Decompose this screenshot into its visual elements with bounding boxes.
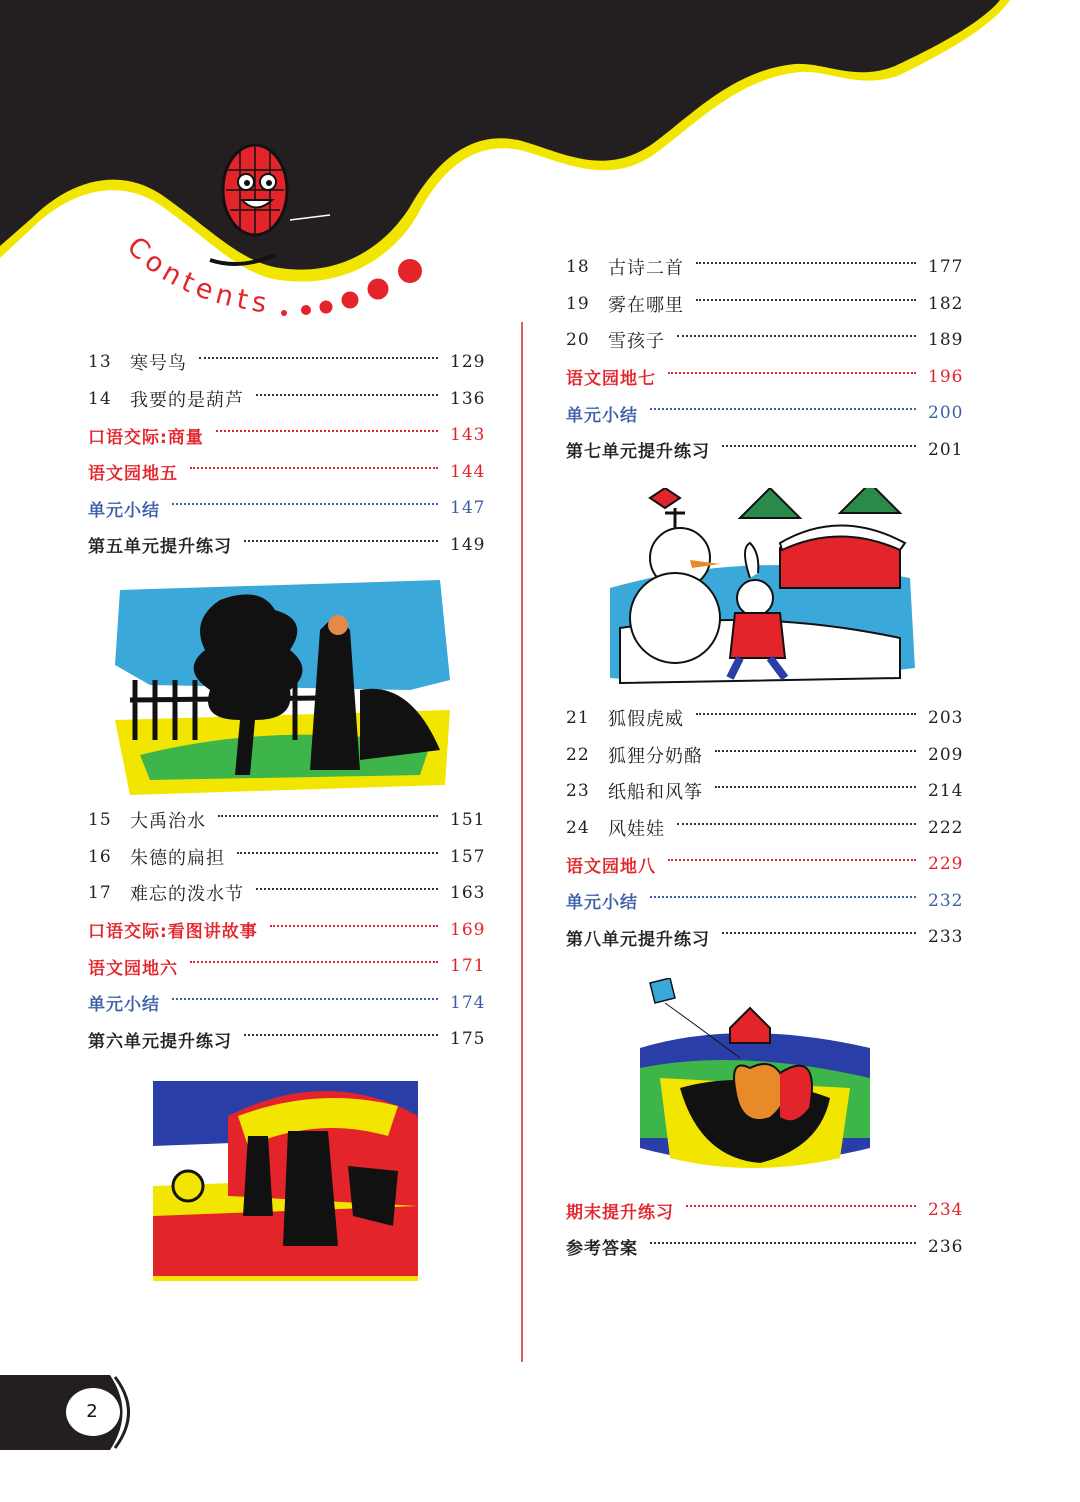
toc-entry[interactable]	[88, 802, 486, 839]
toc-entry-page: 136	[450, 388, 486, 409]
toc-entry-title: 第七单元提升练习	[566, 442, 710, 463]
toc-entry-page: 177	[928, 257, 964, 278]
toc-entry[interactable]	[566, 773, 964, 810]
decorative-dots	[270, 255, 430, 325]
toc-entry-page: 236	[928, 1236, 964, 1257]
toc-group-unit6	[88, 802, 486, 1058]
toc-entry-page: 222	[928, 817, 964, 838]
toc-dot-leader	[256, 394, 438, 396]
toc-dot-leader	[696, 713, 916, 715]
toc-entry-title: 口语交际:看图讲故事	[88, 922, 258, 943]
toc-entry-page: 209	[928, 744, 964, 765]
toc-dot-leader	[696, 262, 916, 264]
toc-entry[interactable]	[566, 286, 964, 323]
toc-entry-page: 174	[450, 992, 486, 1013]
toc-entry[interactable]	[88, 344, 486, 381]
toc-entry[interactable]	[566, 1192, 964, 1229]
toc-dot-leader	[668, 372, 916, 374]
toc-entry-number: 19	[566, 293, 590, 314]
toc-entry-number: 22	[566, 744, 590, 765]
toc-entry-page: 157	[450, 846, 486, 867]
toc-group-unit5	[88, 344, 486, 563]
toc-entry[interactable]	[566, 919, 964, 956]
toc-entry-page: 233	[928, 927, 964, 948]
toc-entry[interactable]	[88, 1021, 486, 1058]
svg-text:Contents	[121, 236, 273, 320]
toc-entry[interactable]	[566, 395, 964, 432]
toc-dot-leader	[244, 540, 438, 542]
toc-entry[interactable]	[566, 846, 964, 883]
toc-entry-title: 寒号鸟	[130, 353, 187, 375]
toc-entry[interactable]	[88, 417, 486, 454]
toc-entry-title: 语文园地六	[88, 958, 178, 979]
toc-dot-leader	[190, 961, 438, 963]
toc-entry-title: 雪孩子	[608, 331, 665, 353]
toc-dot-leader	[722, 445, 916, 447]
toc-entry-page: 232	[928, 890, 964, 911]
toc-dot-leader	[668, 859, 916, 861]
toc-entry-page: 175	[450, 1029, 486, 1050]
toc-entry-title: 语文园地八	[566, 856, 656, 877]
toc-entry-page: 171	[450, 956, 486, 977]
toc-entry-title: 我要的是葫芦	[130, 389, 244, 411]
toc-dot-leader	[237, 852, 438, 854]
toc-entry-title: 语文园地七	[566, 369, 656, 390]
toc-entry-title: 纸船和风筝	[608, 782, 703, 804]
toc-entry-number: 21	[566, 708, 590, 729]
toc-dot-leader	[715, 750, 916, 752]
toc-entry-page: 149	[450, 534, 486, 555]
toc-entry[interactable]	[88, 912, 486, 949]
toc-entry-title: 参考答案	[566, 1239, 638, 1260]
toc-entry-page: 151	[450, 810, 486, 831]
toc-entry-number: 20	[566, 330, 590, 351]
toc-entry-title: 语文园地五	[88, 464, 178, 485]
toc-entry-page: 189	[928, 330, 964, 351]
toc-entry-title: 朱德的扁担	[130, 847, 225, 869]
toc-entry[interactable]	[566, 883, 964, 920]
toc-dot-leader	[722, 932, 916, 934]
toc-dot-leader	[715, 786, 916, 788]
toc-entry[interactable]	[566, 700, 964, 737]
toc-entry[interactable]	[88, 985, 486, 1022]
toc-entry-title: 第五单元提升练习	[88, 537, 232, 558]
toc-entry-title: 单元小结	[566, 405, 638, 426]
toc-entry-page: 163	[450, 883, 486, 904]
toc-entry-title: 风娃娃	[608, 818, 665, 840]
toc-dot-leader	[172, 998, 438, 1000]
toc-dot-leader	[190, 467, 438, 469]
toc-entry[interactable]	[566, 322, 964, 359]
illustration-snowman-rabbit	[600, 488, 920, 688]
toc-entry[interactable]	[88, 490, 486, 527]
toc-dot-leader	[216, 430, 438, 432]
toc-entry-title: 狐狸分奶酪	[608, 745, 703, 767]
toc-entry-title: 大禹治水	[130, 811, 206, 833]
toc-entry-title: 难忘的泼水节	[130, 884, 244, 906]
toc-entry-page: 200	[928, 403, 964, 424]
toc-entry[interactable]	[88, 875, 486, 912]
toc-entry-number: 17	[88, 883, 112, 904]
toc-entry-number: 13	[88, 352, 112, 373]
toc-entry[interactable]	[566, 810, 964, 847]
toc-entry[interactable]	[566, 432, 964, 469]
toc-entry-title: 期末提升练习	[566, 1202, 674, 1223]
column-divider	[521, 322, 523, 1362]
toc-dot-leader	[686, 1205, 916, 1207]
toc-entry[interactable]	[88, 839, 486, 876]
toc-dot-leader	[199, 357, 438, 359]
toc-dot-leader	[244, 1034, 438, 1036]
toc-entry[interactable]	[88, 527, 486, 564]
toc-entry-title: 口语交际:商量	[88, 427, 204, 448]
toc-dot-leader	[677, 823, 916, 825]
toc-entry-title: 雾在哪里	[608, 294, 684, 316]
toc-entry-page: 129	[450, 352, 486, 373]
toc-entry-number: 15	[88, 810, 112, 831]
toc-entry-title: 古诗二首	[608, 258, 684, 280]
toc-dot-leader	[256, 888, 438, 890]
toc-entry-title: 单元小结	[88, 500, 160, 521]
toc-entry[interactable]	[88, 454, 486, 491]
toc-entry[interactable]	[88, 381, 486, 418]
toc-group-unit8	[566, 700, 964, 956]
toc-dot-leader	[696, 299, 916, 301]
toc-dot-leader	[270, 925, 438, 927]
illustration-tree-figure	[110, 570, 455, 800]
toc-entry-page: 201	[928, 439, 964, 460]
toc-group-unit7	[566, 249, 964, 468]
toc-entry-page: 182	[928, 293, 964, 314]
toc-entry[interactable]	[566, 249, 964, 286]
toc-entry-page: 147	[450, 498, 486, 519]
toc-entry-page: 234	[928, 1200, 964, 1221]
toc-entry-title: 第六单元提升练习	[88, 1031, 232, 1052]
illustration-squirrel-kite	[620, 978, 880, 1178]
toc-group-final	[566, 1192, 964, 1265]
toc-entry[interactable]	[566, 359, 964, 396]
toc-entry-title: 单元小结	[566, 893, 638, 914]
toc-entry-page: 144	[450, 461, 486, 482]
toc-entry-title: 第八单元提升练习	[566, 929, 710, 950]
toc-entry-page: 169	[450, 919, 486, 940]
toc-entry-number: 24	[566, 817, 590, 838]
toc-entry-page: 229	[928, 854, 964, 875]
toc-entry-page: 143	[450, 425, 486, 446]
page-number: 2	[86, 1400, 98, 1422]
toc-entry-number: 16	[88, 846, 112, 867]
toc-entry-page: 203	[928, 708, 964, 729]
toc-entry[interactable]	[566, 737, 964, 774]
toc-dot-leader	[172, 503, 438, 505]
toc-entry-title: 狐假虎威	[608, 709, 684, 731]
toc-entry-page: 214	[928, 781, 964, 802]
toc-entry[interactable]	[88, 948, 486, 985]
contents-heading	[118, 236, 288, 326]
toc-dot-leader	[650, 408, 916, 410]
toc-entry[interactable]	[566, 1229, 964, 1266]
toc-dot-leader	[218, 815, 438, 817]
toc-dot-leader	[677, 335, 916, 337]
toc-entry-number: 18	[566, 257, 590, 278]
toc-entry-page: 196	[928, 366, 964, 387]
toc-entry-number: 23	[566, 781, 590, 802]
toc-dot-leader	[650, 896, 916, 898]
toc-entry-title: 单元小结	[88, 995, 160, 1016]
illustration-workers	[148, 1076, 423, 1286]
toc-dot-leader	[650, 1242, 916, 1244]
contents-label: Contents	[120, 236, 274, 320]
toc-entry-number: 14	[88, 388, 112, 409]
